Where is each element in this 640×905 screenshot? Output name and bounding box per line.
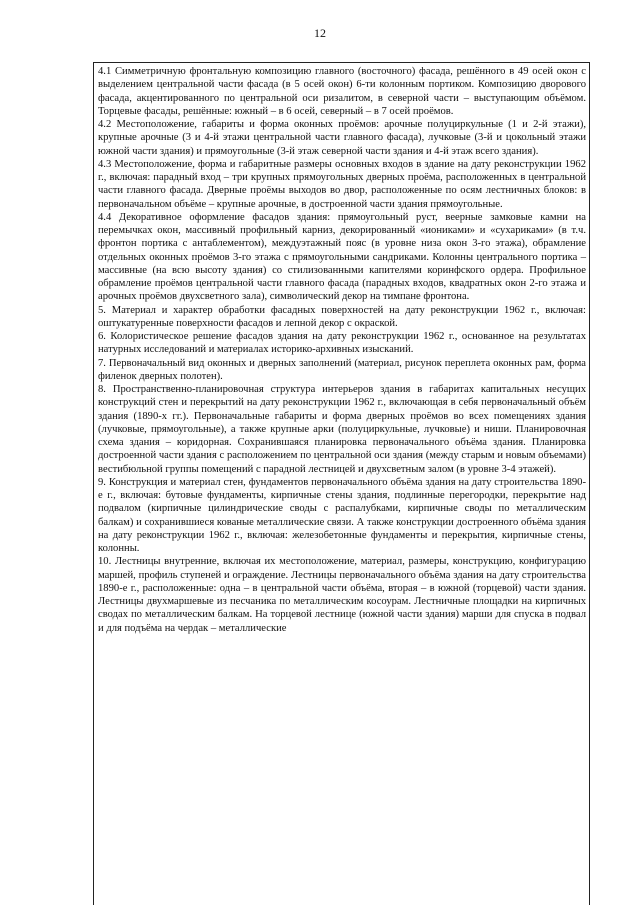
paragraph-5: 5. Материал и характер обработки фасадных поверхностей на дату реконструкции 1962 г., включая: оштукатуренные поверхности фасадов и лепной декор с окраской. [98, 304, 586, 329]
paragraph-4-2: 4.2 Местоположение, габариты и форма оконных проёмов: арочные полуциркульные (1 и 2-й этажи), крупные арочные (3 и 4-й этажи центральной части главного фасада), лучковые (3-й и цокольный этажи южной части здания) и прямоугольные (3-й этаж северной части здания и 4-й этаж всего здания). [98, 119, 586, 157]
paragraph-4-4: 4.4 Декоративное оформление фасадов здания: прямоугольный руст, веерные замковые камни на перемычках окон, массивный профильный карниз, декорированный «иониками» и «сухариками» (в т.ч. фронтон портика с антаблементом), междуэтажный пояс (в уровне низа окон 3-го этажа), обрамление отдельных оконных проёмов 3-го этажа с прямоугольными сандриками. Колонны центрального портика – массивные (на всю высоту здания) со стилизованными капителями коринфского ордера. Профильное обрамление проёмов центральной части главного фасада (парадных входов, квадратных окон 2-го этажа и арочных проёмов двухсветного зала), символический декор на тимпане фронтона. [98, 211, 586, 303]
paragraph-7: 7. Первоначальный вид оконных и дверных заполнений (материал, рисунок переплета оконных рам, форма филенок дверных полотен). [98, 357, 586, 382]
paragraph-6: 6. Колористическое решение фасадов здания на дату реконструкции 1962 г., основанное на результатах натурных исследований и материалах историко-архивных изысканий. [98, 331, 586, 356]
document-text-frame [93, 62, 590, 905]
page-number: 12 [314, 26, 326, 40]
paragraph-8: 8. Пространственно-планировочная структура интерьеров здания в габаритах капитальных несущих конструкций стен и перекрытий на дату реконструкции 1962 г., включающая в себя первоначальный объём здания (1890-х гг.). Первоначальные габариты и форма дверных проёмов во всех помещениях здания (лучковые, прямоугольные), а также крупные арки (полуциркульные, лучковые) и ниши. Планировочная схема здания – коридорная. Сохранившаяся планировка первоначального объёма здания. Планировка достроенной части здания с расположением по центральной оси здания (между старым и новым объемами) вестибюльной группы помещений с парадной лестницей и двухсветным залом (в уровне 3-4 этажей). [98, 384, 586, 475]
paragraph-9: 9. Конструкция и материал стен, фундаментов первоначального объёма здания на дату строительства 1890-е г., включая: бутовые фундаменты, кирпичные стены здания, подлинные перегородки, перекрытие над подвалом (кирпичные цилиндрические своды с распалубками, кирпичные своды по металлическим балкам) и сохранившиеся кованые металлические связи. А также конструкции достроенного объёма здания на дату реконструкции 1962 г., включая: железобетонные фундаменты и перекрытия, кирпичные стены, колонны. [98, 476, 586, 554]
paragraph-4-3: 4.3 Местоположение, форма и габаритные размеры основных входов в здание на дату реконструкции 1962 г., включая: парадный вход – три крупных прямоугольных дверных проёма, расположенных в центральной части главного фасада. Дверные проёмы выходов во двор, расположенные по осям лестничных блоков: в первоначальном объёме – крупные арочные, в достроенной части здания прямоугольные. [98, 158, 586, 210]
paragraph-4-1: 4.1 Симметричную фронтальную композицию главного (восточного) фасада, решённого в 49 осей окон с выделением центральной части фасада (в 5 осей окон) 6-ти колонным портиком. Композицию дворового фасада, акцентированного по центральной оси ризалитом, в северной части – выступающим объёмом. Торцевые фасады, решённые: южный – в 6 осей, северный – в 7 осей проёмов. [98, 66, 586, 117]
paragraph-10: 10. Лестницы внутренние, включая их местоположение, материал, размеры, конструкцию, конфигурацию маршей, профиль ступеней и ограждение. Лестницы первоначального объёма здания на дату строительства 1890-е г., расположенные: одна – в центральной части объёма, вторая – в южной (торцевой) части здания. Лестницы двухмаршевые из песчаника по металлическим косоурам. Лестничные площадки на кирпичных сводах по металлическим балкам. На торцевой лестнице (южной части здания) марши для спуска в подвал и для подъёма на чердак – металлические [98, 556, 586, 634]
